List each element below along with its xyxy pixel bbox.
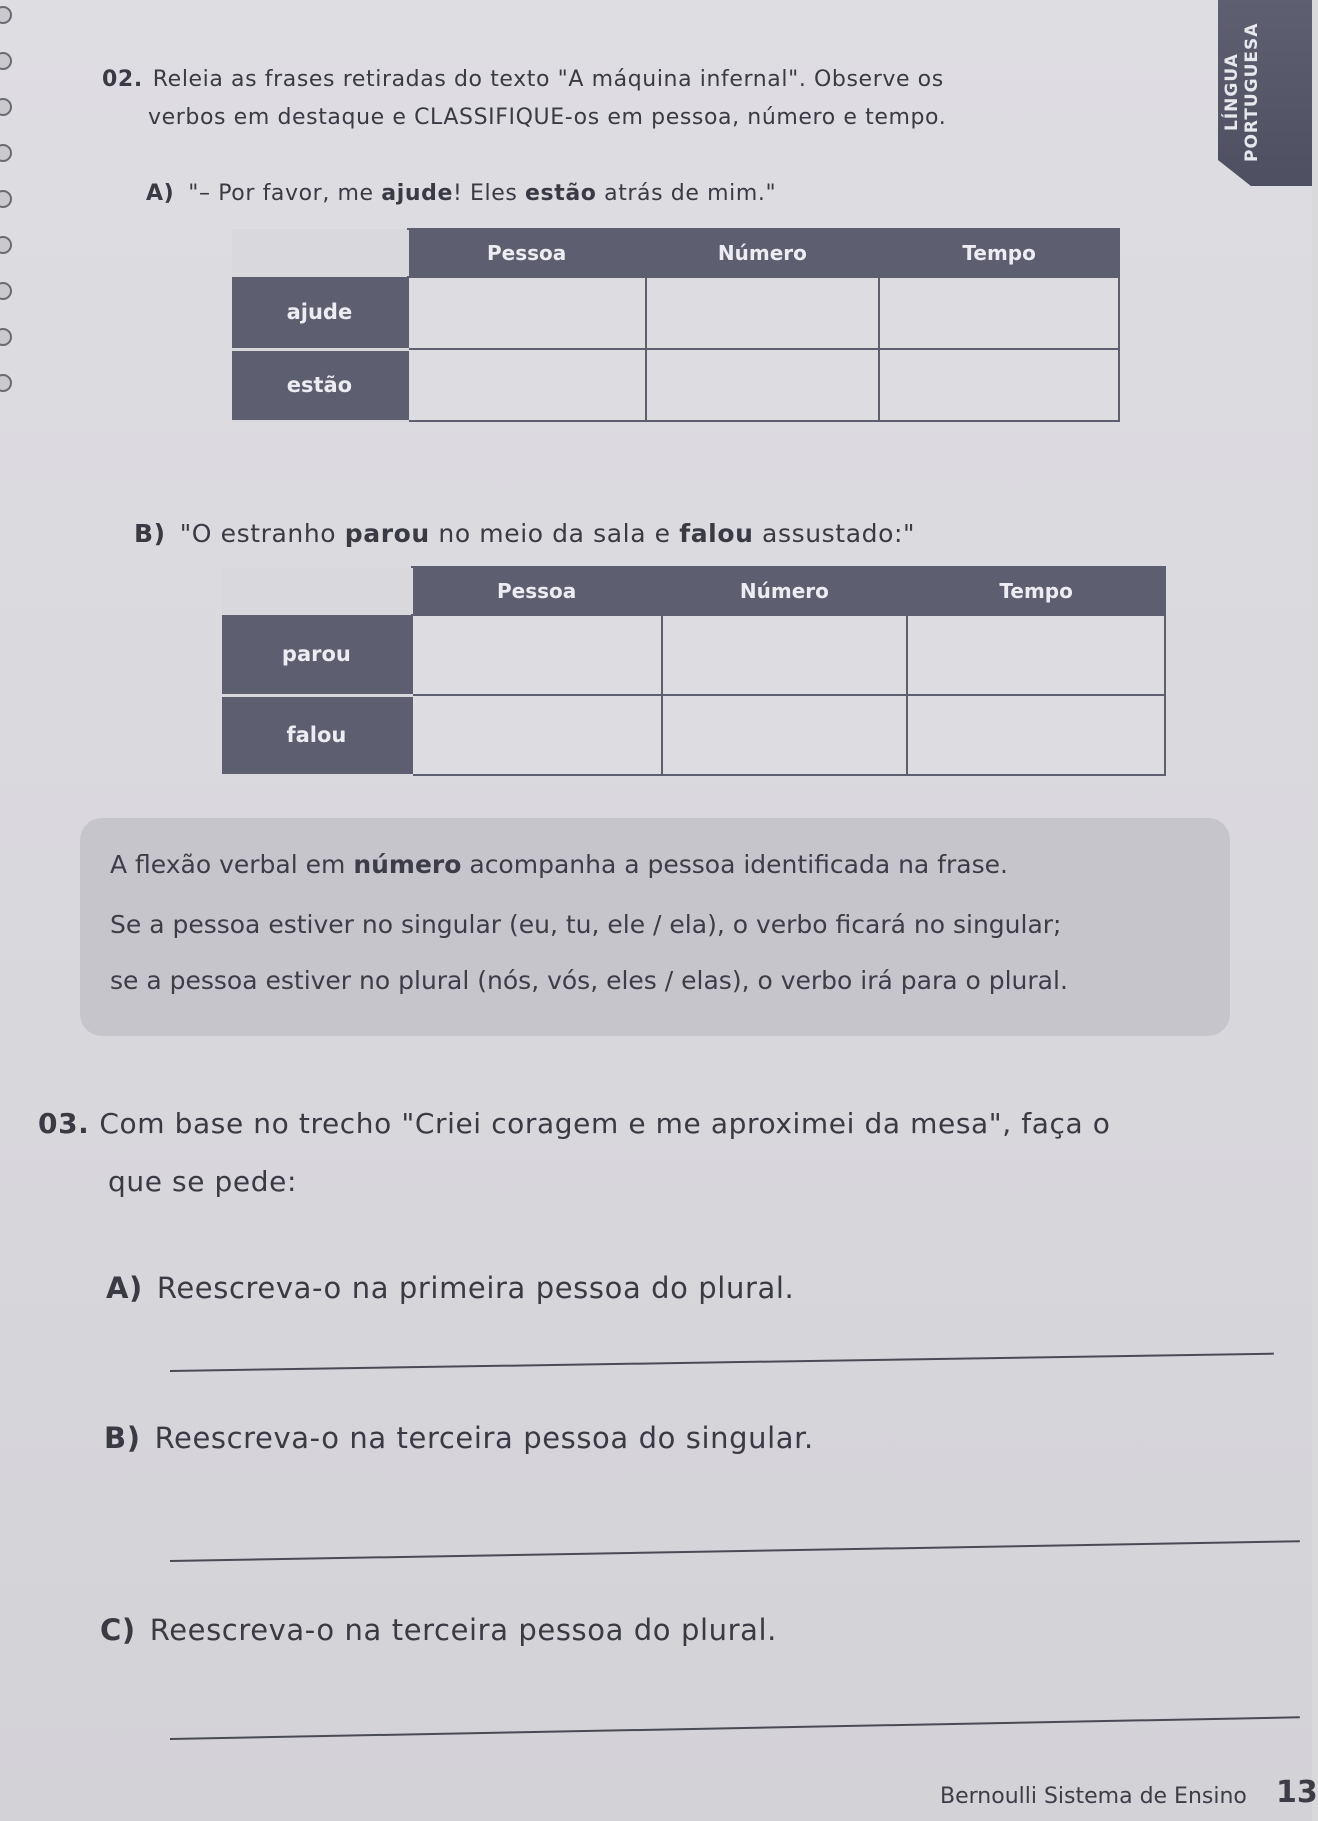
highlighted-verb: parou [344, 519, 430, 548]
column-header: Tempo [879, 229, 1119, 277]
highlighted-verb: ajude [381, 181, 453, 206]
q03-line1-text: Com base no trecho "Criei coragem e me aproximei da mesa", faça o [99, 1107, 1111, 1140]
answer-cell[interactable] [879, 277, 1119, 349]
answer-cell[interactable] [662, 695, 908, 775]
item-letter: B) [104, 1421, 141, 1455]
highlighted-verb: estão [525, 181, 597, 206]
binding-hole [0, 98, 12, 116]
answer-cell[interactable] [412, 615, 662, 695]
row-label: estão [232, 349, 408, 421]
classification-table-a [232, 228, 1120, 423]
answer-line[interactable] [170, 1353, 1274, 1372]
publisher-footer: Bernoulli Sistema de Ensino [940, 1784, 1247, 1809]
answer-line[interactable] [170, 1716, 1300, 1740]
q03-item-c-text: Reescreva-o na terceira pessoa do plural. [149, 1613, 777, 1647]
column-header: Pessoa [412, 567, 662, 615]
q03-item-c [100, 1610, 777, 1650]
note-line-1 [110, 850, 1008, 879]
row-label: ajude [232, 277, 408, 349]
note-keyword: número [353, 850, 462, 879]
column-header: Número [646, 229, 880, 277]
answer-cell[interactable] [907, 615, 1165, 695]
binding-hole [0, 52, 12, 70]
subject-tab-label: LÍNGUA PORTUGUESA [1222, 22, 1262, 162]
binding-hole [0, 374, 12, 392]
binding-hole [0, 236, 12, 254]
note-line-3: se a pessoa estiver no plural (nós, vós, eles / elas), o verbo irá para o plural. [110, 966, 1068, 995]
answer-cell[interactable] [662, 615, 908, 695]
answer-cell[interactable] [646, 349, 880, 421]
q02-line1 [102, 62, 944, 98]
row-label: falou [222, 695, 412, 775]
answer-cell[interactable] [646, 277, 880, 349]
answer-line[interactable] [170, 1540, 1300, 1562]
answer-cell[interactable] [879, 349, 1119, 421]
item-b-text: no meio da sala e [429, 519, 680, 548]
q02-item-a [146, 176, 776, 212]
highlighted-verb: falou [679, 519, 754, 548]
binding-hole [0, 282, 12, 300]
q03-item-b [104, 1418, 814, 1458]
item-b-text: assustado:" [753, 519, 916, 548]
q02-item-b [134, 516, 915, 552]
note-text: A flexão verbal em [110, 850, 354, 879]
q03-item-a-text: Reescreva-o na primeira pessoa do plural. [156, 1271, 795, 1305]
table-corner [222, 567, 412, 615]
row-label: parou [222, 615, 412, 695]
page-number: 13 [1276, 1775, 1318, 1810]
q02-line2: verbos em destaque e CLASSIFIQUE-os em pessoa, número e tempo. [148, 105, 947, 130]
answer-cell[interactable] [412, 695, 662, 775]
item-letter: A) [106, 1271, 143, 1305]
q03-item-b-text: Reescreva-o na terceira pessoa do singular. [154, 1421, 814, 1455]
answer-cell[interactable] [408, 349, 646, 421]
answer-cell[interactable] [907, 695, 1165, 775]
item-b-text: "O estranho [179, 519, 345, 548]
answer-cell[interactable] [408, 277, 646, 349]
binding-hole [0, 190, 12, 208]
column-header: Pessoa [408, 229, 646, 277]
q03-item-a [106, 1268, 794, 1308]
item-letter: C) [100, 1613, 136, 1647]
item-a-text: atrás de mim." [596, 181, 777, 206]
table-corner [232, 229, 408, 277]
item-a-text: ! Eles [453, 181, 526, 206]
item-letter: A) [146, 181, 175, 206]
q03-number: 03. [38, 1107, 90, 1140]
column-header: Número [662, 567, 908, 615]
q03-line2: que se pede: [108, 1165, 297, 1198]
q03-line1 [38, 1104, 1110, 1144]
item-letter: B) [134, 519, 166, 548]
q02-number: 02. [102, 67, 143, 92]
binding-hole [0, 328, 12, 346]
classification-table-b [222, 566, 1166, 777]
item-a-text: "– Por favor, me [188, 181, 382, 206]
column-header: Tempo [907, 567, 1165, 615]
note-line-2: Se a pessoa estiver no singular (eu, tu, ele / ela), o verbo ficará no singular; [110, 910, 1062, 939]
binding-hole [0, 144, 12, 162]
binding-hole [0, 6, 12, 24]
q02-line1-text: Releia as frases retiradas do texto "A máquina infernal". Observe os [152, 67, 944, 92]
note-text: acompanha a pessoa identificada na frase. [461, 850, 1008, 879]
